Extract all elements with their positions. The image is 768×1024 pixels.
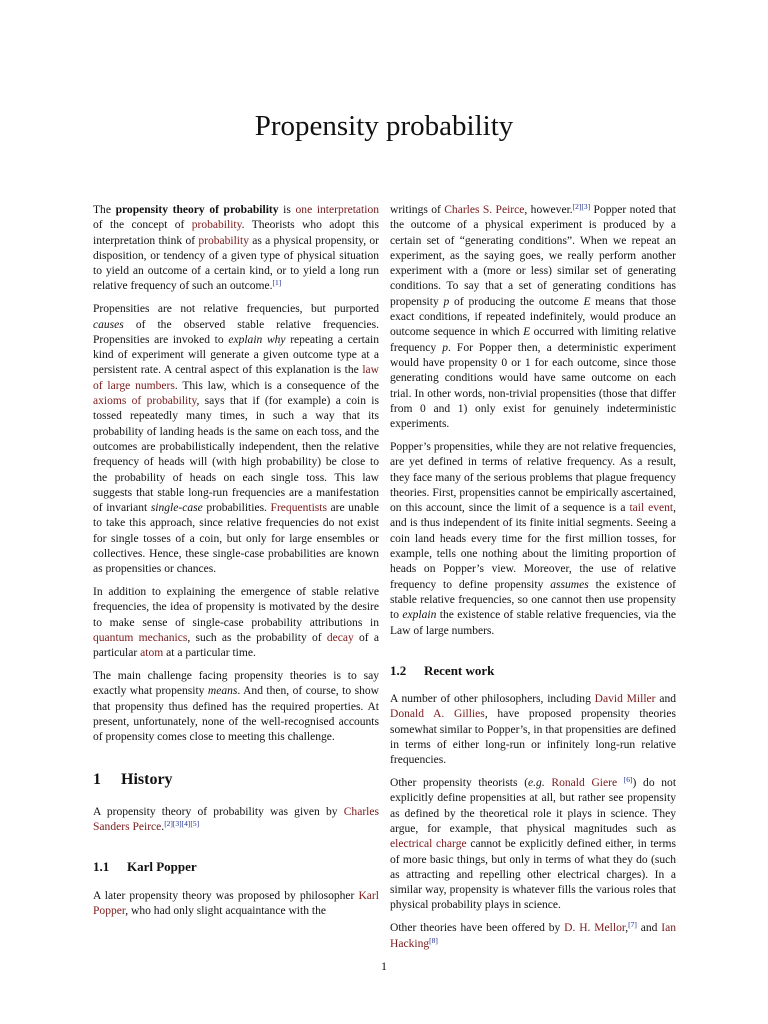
citation-link[interactable]: [2][3][4][5] <box>164 819 200 829</box>
history-paragraph: A propensity theory of probability was given by Charles Sanders Peirce.[2][3][4][5] <box>93 805 379 834</box>
bold-term: propensity theory of probability <box>115 204 279 216</box>
other-theories-paragraph: Other theories have been offered by D. H. Mellor,[7] and Ian Hacking[8] <box>390 920 676 950</box>
page-title: Propensity probability <box>254 110 514 142</box>
popper-continued-paragraph: writings of Charles S. Peirce, however.[2][3] Popper noted that the outcome of a physical experiment is produced by a certain set of “generating conditions”. When we repeat an experiment, as the saying goes, we really perform another experiment with a (more or less) similar set of generating conditions. To say that a set of generating conditions has propensity p of producing the outcome E means that those exact conditions, if repeated indefinitely, would produce an outcome sequence in which E occurred with limiting relative frequency p. For Popper then, a deterministic experiment would have propensity 0 or 1 for each outcome, since those generating conditions would have same outcome on each trial. In other words, non-trivial propensities (those that differ from 0 and 1) only exist for genuinely indeterministic experiments. <box>390 202 676 431</box>
link-ian-hacking[interactable]: Ian Hacking <box>390 922 676 950</box>
motivation-paragraph: In addition to explaining the emergence of stable relative frequencies, the idea of propensity is motivated by the desire to make sense of single-case probability attributions in quantum mechanics, such as the probability of decay of a particular atom at a particular time. <box>93 586 379 660</box>
frequency-critique-paragraph: Popper’s propensities, while they are not relative frequencies, are yet defined in terms of relative frequency. As a result, they face many of the serious problems that plague frequency theories. First, propensities cannot be empirically ascertained, on this account, since the limit of a sequence is a tail event, and is thus independent of its finite initial segments. Seeing a coin land heads every time for the first million tosses, for example, tells one nothing about the limiting proportion of heads on Popper’s view. Moreover, the use of relative frequency to define propensity assumes the existence of stable relative frequencies, so one cannot then use propensity to explain the existence of stable relative frequencies, via the Law of large numbers. <box>390 440 677 637</box>
popper-paragraph: A later propensity theory was proposed by philosopher Karl Popper, who had only slight acquaintance with the <box>93 889 379 918</box>
link-d-h-mellor[interactable]: D. H. Mellor <box>564 922 626 935</box>
link-frequentists[interactable]: Frequentists <box>270 502 327 515</box>
link-charles-s-peirce[interactable]: Charles S. Peirce <box>444 204 525 216</box>
page-number: 1 <box>381 959 387 973</box>
link-charles-sanders-peirce[interactable]: Charles Sanders Peirce <box>93 805 379 834</box>
link-ronald-giere[interactable]: Ronald Giere <box>551 777 618 790</box>
challenge-paragraph: The main challenge facing propensity theories is to say exactly what propensity means. And then, of course, to show that propensity thus defined has the required properties. At present, unfortunately, none of the well-recognised accounts of propensity comes close to meeting this challenge. <box>93 670 379 744</box>
link-electrical-charge[interactable]: electrical charge <box>390 838 467 851</box>
citation-link[interactable]: [6] <box>623 775 633 785</box>
link-probability-2[interactable]: probability <box>198 234 249 247</box>
citation-link[interactable]: [1] <box>272 278 282 288</box>
citation-link[interactable]: [8] <box>429 935 438 945</box>
link-karl-popper[interactable]: Karl Popper <box>93 889 379 918</box>
recent-work-paragraph: A number of other philosophers, including David Miller and Donald A. Gillies, have proposed propensity theories somewhat similar to Popper’s, in that propensities are defined in terms of either long-run or infinitely long-run relative frequencies. <box>390 693 677 767</box>
link-axioms-of-probability[interactable]: axioms of probability <box>93 395 197 408</box>
left-column <box>93 203 379 927</box>
link-donald-a-gillies[interactable]: Donald A. Gillies <box>390 708 485 721</box>
citation-link[interactable]: [2][3] <box>572 202 591 211</box>
link-law-of-large-numbers[interactable]: law of large numbers <box>93 364 379 392</box>
subsection-heading-karl-popper: 1.1 Karl Popper <box>93 859 197 875</box>
link-decay[interactable]: decay <box>326 632 354 645</box>
link-tail-event[interactable]: tail event <box>629 502 674 515</box>
intro-paragraph: The propensity theory of probability is one interpretation of the concept of probability. Theorists who adopt this interpretation think of probability as a physical propensity, or disposition, or tendency of a given type of physical situation to yield an outcome of a certain kind, or to yield a long run relative frequency of such an outcome.[1] <box>93 204 380 293</box>
right-column <box>390 203 676 959</box>
link-quantum-mechanics[interactable]: quantum mechanics <box>93 632 188 645</box>
link-david-miller[interactable]: David Miller <box>594 693 656 706</box>
citation-link[interactable]: [7] <box>628 920 637 930</box>
giere-paragraph: Other propensity theorists (e.g. Ronald Giere [6]) do not explicitly define propensities at all, but rather see propensity as defined by the theoretical role it plays in science. They argue, for example, that physical magnitudes such as electrical charge cannot be explicitly defined either, in terms of more basic things, but only in terms of what they do (such as attracting and repelling other electrical charges). In a similar way, propensity is whatever fills the various roles that physical probability plays in science. <box>390 775 677 912</box>
link-atom[interactable]: atom <box>140 647 164 660</box>
link-probability[interactable]: probability <box>191 219 242 232</box>
section-heading-history: 1 History <box>93 770 173 788</box>
subsection-heading-recent-work: 1.2 Recent work <box>390 662 495 678</box>
link-one-interpretation[interactable]: one interpretation <box>295 204 380 216</box>
propensities-paragraph: Propensities are not relative frequencies, but purported causes of the observed stable relative frequencies. Propensities are invoked to explain why repeating a certain kind of experiment will generate a given outcome type at a persistent rate. A central aspect of this explanation is the law of large numbers. This law, which is a consequence of the axioms of probability, says that if (for example) a coin is tossed repeatedly many times, in such a way that its probability of landing heads is the same on each toss, and the outcomes are probabilistically independent, then the relative frequency of heads will (with high probability) be close to the probability of heads on each single toss. This law suggests that stable long-run frequencies are a manifestation of invariant single-case probabilities. Frequentists are unable to take this approach, since relative frequencies do not exist for single tosses of a coin, but only for large ensembles or collectives. Hence, these single-case probabilities are known as propensities or chances. <box>93 303 380 576</box>
